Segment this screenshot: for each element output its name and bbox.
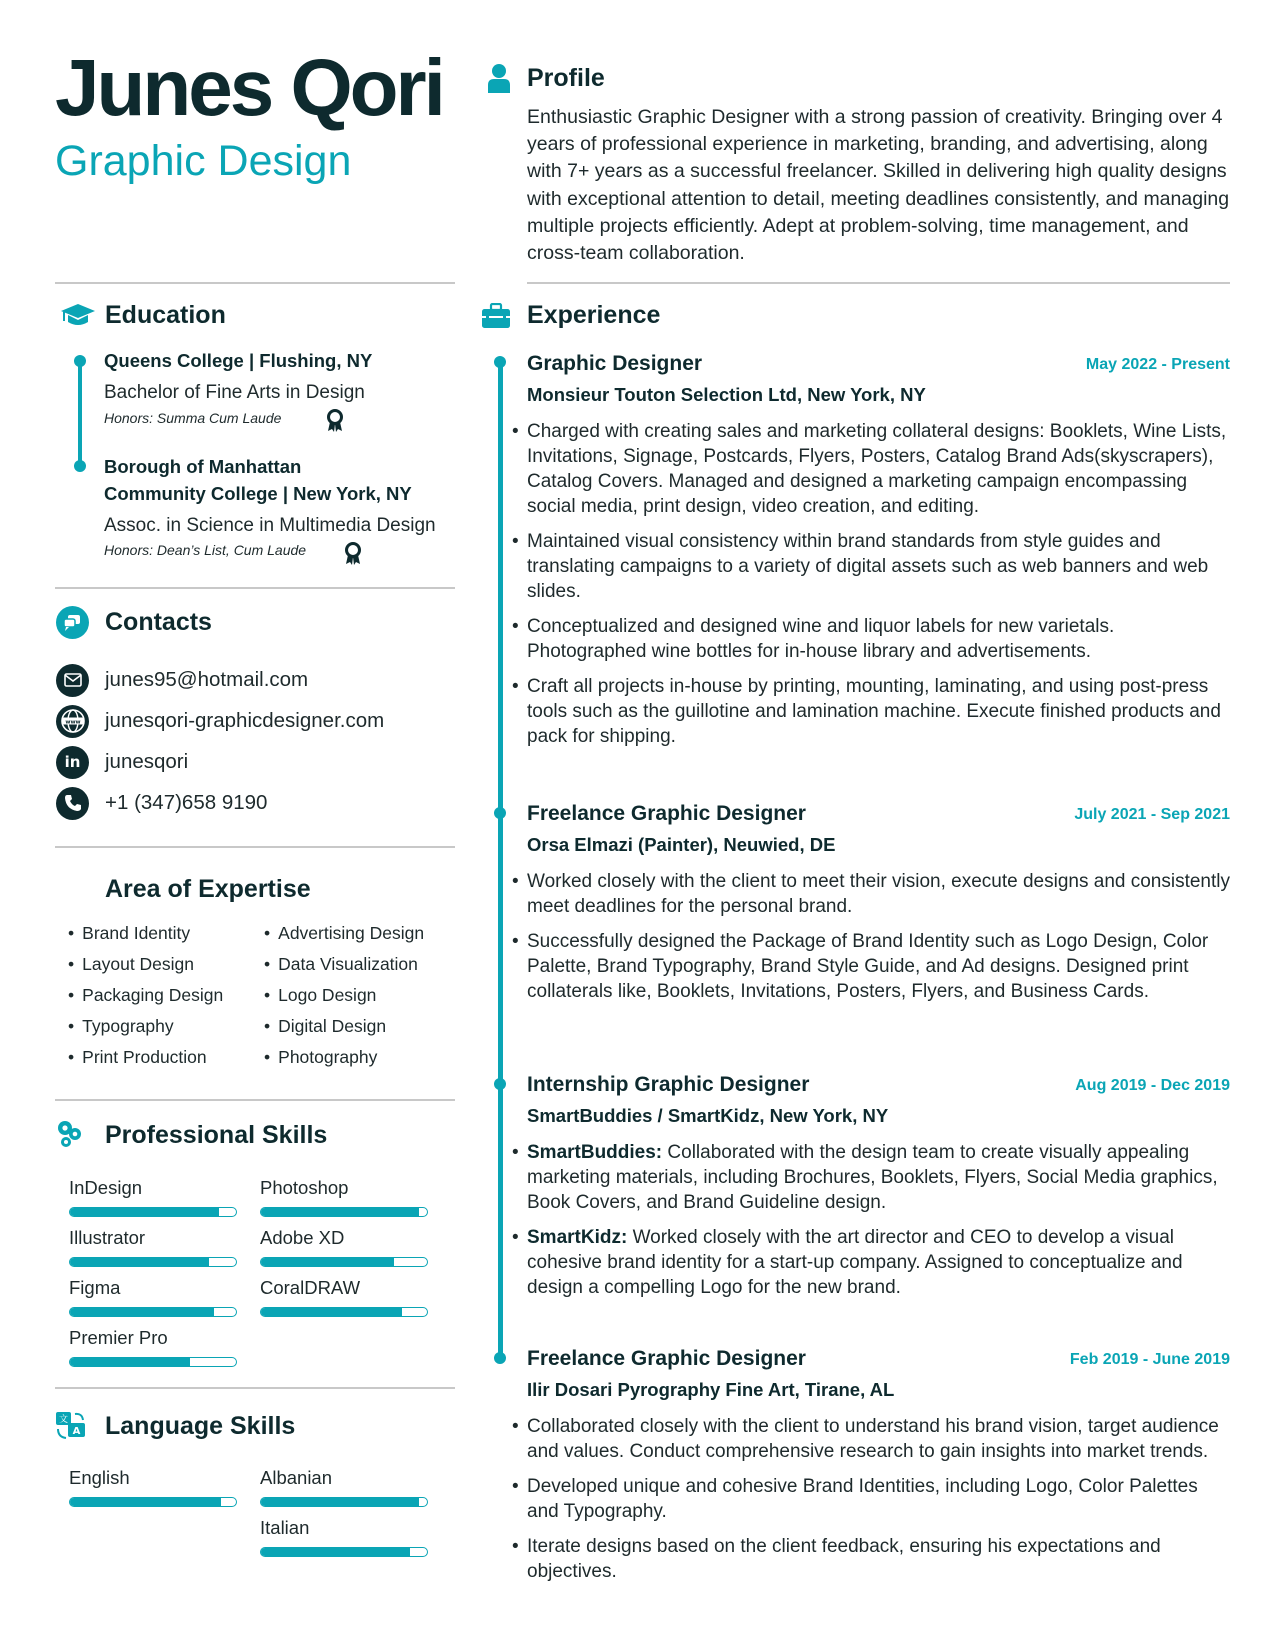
skill-level-fill bbox=[70, 1498, 221, 1506]
svg-text:www: www bbox=[64, 719, 81, 726]
timeline-dot bbox=[494, 1352, 506, 1364]
divider bbox=[55, 587, 455, 589]
translate-icon bbox=[55, 1410, 87, 1442]
job-title: Freelance Graphic Designer bbox=[527, 802, 806, 825]
job-company: Orsa Elmazi (Painter), Neuwied, DE bbox=[527, 834, 836, 855]
expertise-item: • Logo Design bbox=[264, 987, 376, 1005]
profile-summary: Enthusiastic Graphic Designer with a strong passion of creativity. Bringing over 4 years of professional experience in marketing, branding, and advertising, along with 7+ years as a successful freelancer. Skilled in delivering high quality designs with exceptional attention to detail, meeting deadlines consistently, and managing multiple projects efficiently. Adept at problem-solving, time management, and cross-team collaboration. bbox=[527, 106, 1230, 265]
expertise-item: • Advertising Design bbox=[264, 925, 424, 943]
gears-icon bbox=[55, 1119, 85, 1149]
expertise-item: • Data Visualization bbox=[264, 956, 418, 974]
education-school: Community College | New York, NY bbox=[104, 483, 412, 504]
education-degree: Assoc. in Science in Multimedia Design bbox=[104, 515, 436, 536]
job-date: July 2021 - Sep 2021 bbox=[1074, 806, 1230, 823]
phone-icon bbox=[56, 787, 89, 820]
bullet-text: Maintained visual consistency within brand standards from style guides and translating campaigns to a variety of digital assets such as web banners and web slides. bbox=[527, 531, 1209, 602]
skill-level-fill bbox=[261, 1548, 410, 1556]
globe-www-icon bbox=[56, 705, 89, 738]
divider bbox=[55, 282, 455, 284]
language-skills-heading: Language Skills bbox=[105, 1412, 296, 1440]
job-date: Feb 2019 - June 2019 bbox=[1069, 1351, 1230, 1368]
timeline-dot bbox=[74, 355, 86, 367]
profile-heading: Profile bbox=[527, 64, 605, 92]
job-bullet bbox=[512, 419, 1230, 519]
contact-email[interactable] bbox=[56, 663, 308, 697]
skill-level-bar bbox=[260, 1307, 428, 1317]
skill-level-bar bbox=[260, 1547, 428, 1557]
linkedin-icon: in bbox=[56, 746, 89, 779]
expertise-item: • Digital Design bbox=[264, 1018, 386, 1036]
bullet-text: Conceptualized and designed wine and liquor labels for new varietals. Photographed wine bottles for in-house library and advertisements. bbox=[527, 616, 1115, 662]
svg-text:文: 文 bbox=[58, 1415, 69, 1425]
expertise-item: • Layout Design bbox=[68, 956, 194, 974]
award-ribbon-icon bbox=[326, 409, 344, 438]
job-company: Monsieur Touton Selection Ltd, New York, NY bbox=[527, 384, 926, 405]
bullet-text: Charged with creating sales and marketing collateral designs: Booklets, Wine Lists, Invitations, Signage, Postcards, Flyers, Posters, Catalog Brand Ads(skyscrapers), Catalog Covers. Managed and designed a marketing campaign encompassing social media, print design, video creation, and editing. bbox=[527, 421, 1227, 517]
contact-website[interactable] bbox=[56, 704, 384, 738]
job-bullet bbox=[512, 929, 1230, 1004]
skill-level-bar bbox=[69, 1207, 237, 1217]
job-bullets bbox=[512, 419, 1230, 759]
contact-linkedin[interactable] bbox=[56, 745, 188, 779]
job-bullet bbox=[512, 529, 1230, 604]
education-timeline bbox=[78, 356, 82, 466]
skill-name: Albanian bbox=[260, 1467, 333, 1488]
job-date: Aug 2019 - Dec 2019 bbox=[1075, 1077, 1230, 1094]
experience-heading: Experience bbox=[527, 301, 661, 329]
chat-bubbles-icon bbox=[56, 606, 89, 639]
job-bullets bbox=[512, 1414, 1230, 1594]
job-company: SmartBuddies / SmartKidz, New York, NY bbox=[527, 1105, 889, 1126]
skill-level-fill bbox=[70, 1208, 219, 1216]
education-school: Queens College | Flushing, NY bbox=[104, 350, 373, 371]
award-ribbon-icon bbox=[344, 542, 362, 571]
timeline-dot bbox=[74, 460, 86, 472]
skill-level-bar bbox=[260, 1207, 428, 1217]
contacts-heading: Contacts bbox=[105, 608, 212, 636]
contact-email-text: junes95@hotmail.com bbox=[105, 668, 309, 691]
expertise-item: • Packaging Design bbox=[68, 987, 223, 1005]
contact-phone[interactable] bbox=[56, 786, 267, 820]
skill-name: English bbox=[69, 1467, 130, 1488]
bullet-text: Worked closely with the client to meet their vision, execute designs and consistently meet deadlines for the personal brand. bbox=[527, 871, 1230, 917]
skill-level-fill bbox=[261, 1498, 419, 1506]
bullet-lead: SmartBuddies: bbox=[527, 1142, 663, 1163]
skill-level-fill bbox=[261, 1208, 419, 1216]
skill-level-fill bbox=[261, 1258, 394, 1266]
contact-website-text: junesqori-graphicdesigner.com bbox=[105, 709, 385, 732]
education-heading: Education bbox=[105, 301, 226, 329]
svg-text:A: A bbox=[72, 1426, 81, 1437]
education-honors: Honors: Summa Cum Laude bbox=[104, 410, 282, 426]
user-icon bbox=[487, 63, 511, 93]
education-honors: Honors: Dean’s List, Cum Laude bbox=[104, 542, 307, 558]
professional-skills-heading: Professional Skills bbox=[105, 1121, 328, 1149]
divider bbox=[55, 1099, 455, 1101]
bullet-lead: SmartKidz: bbox=[527, 1227, 628, 1248]
skill-name: Italian bbox=[260, 1517, 310, 1538]
education-degree: Bachelor of Fine Arts in Design bbox=[104, 382, 365, 403]
bullet-text: Collaborated closely with the client to understand his brand vision, target audience and values. Conduct comprehensive research to gain insights into market trends. bbox=[527, 1416, 1219, 1462]
skill-name: Adobe XD bbox=[260, 1227, 345, 1248]
skill-level-fill bbox=[261, 1308, 402, 1316]
skill-name: Illustrator bbox=[69, 1227, 146, 1248]
skill-name: Photoshop bbox=[260, 1177, 349, 1198]
skill-name: Figma bbox=[69, 1277, 121, 1298]
contact-linkedin-text: junesqori bbox=[105, 750, 189, 773]
job-bullet bbox=[512, 1474, 1230, 1524]
expertise-item: • Photography bbox=[264, 1049, 377, 1067]
contact-phone-text: +1 (347)658 9190 bbox=[105, 791, 268, 814]
job-bullet bbox=[512, 674, 1230, 749]
job-title: Freelance Graphic Designer bbox=[527, 1347, 806, 1370]
candidate-name: Junes Qori bbox=[55, 43, 443, 132]
job-bullet bbox=[512, 1140, 1230, 1215]
skill-level-bar bbox=[69, 1307, 237, 1317]
divider bbox=[55, 1387, 455, 1389]
job-bullet bbox=[512, 869, 1230, 919]
skill-name: InDesign bbox=[69, 1177, 143, 1198]
bullet-text: Successfully designed the Package of Brand Identity such as Logo Design, Color Palette, Brand Typography, Brand Style Guide, and Ad designs. Designed print collaterals like, Booklets, Invitations, Posters, Flyers, and Business Cards. bbox=[527, 931, 1209, 1002]
skill-level-fill bbox=[70, 1258, 209, 1266]
job-bullets bbox=[512, 869, 1230, 1014]
candidate-title: Graphic Design bbox=[55, 137, 352, 185]
experience-timeline bbox=[498, 358, 503, 1358]
job-bullets bbox=[512, 1140, 1230, 1310]
job-bullet bbox=[512, 1534, 1230, 1584]
job-bullet bbox=[512, 1225, 1230, 1300]
job-bullet bbox=[512, 614, 1230, 664]
skill-level-bar bbox=[260, 1497, 428, 1507]
skill-level-bar bbox=[69, 1357, 237, 1367]
education-school: Borough of Manhattan bbox=[104, 456, 302, 477]
divider bbox=[55, 846, 455, 848]
skill-level-bar bbox=[260, 1257, 428, 1267]
expertise-item: • Brand Identity bbox=[68, 925, 190, 943]
bullet-text: Craft all projects in-house by printing, mounting, laminating, and using post-press tools such as the guillotine and lamination machine. Execute finished products and pack for shipping. bbox=[527, 676, 1221, 747]
bullet-text: Worked closely with the art director and CEO to develop a visual cohesive brand identity for a start-up company. Assigned to conceptualize and design a compelling Logo for the new brand. bbox=[527, 1227, 1183, 1298]
skill-level-bar bbox=[69, 1497, 237, 1507]
envelope-icon bbox=[56, 664, 89, 697]
timeline-dot bbox=[494, 356, 506, 368]
bullet-text: Iterate designs based on the client feedback, ensuring his expectations and objectives. bbox=[527, 1536, 1161, 1582]
job-title: Internship Graphic Designer bbox=[527, 1073, 810, 1096]
expertise-item: • Print Production bbox=[68, 1049, 207, 1067]
job-bullet bbox=[512, 1414, 1230, 1464]
job-company: Ilir Dosari Pyrography Fine Art, Tirane, AL bbox=[527, 1379, 895, 1400]
skill-name: Premier Pro bbox=[69, 1327, 168, 1348]
skill-level-bar bbox=[69, 1257, 237, 1267]
bullet-text: Collaborated with the design team to create visually appealing marketing materials, including Brochures, Booklets, Flyers, Social Media graphics, Book Covers, and Brand Guideline design. bbox=[527, 1142, 1218, 1213]
divider bbox=[527, 282, 1230, 284]
expertise-item: • Typography bbox=[68, 1018, 174, 1036]
job-title: Graphic Designer bbox=[527, 352, 703, 375]
timeline-dot bbox=[494, 807, 506, 819]
expertise-heading: Area of Expertise bbox=[105, 875, 311, 903]
skill-level-fill bbox=[70, 1308, 214, 1316]
job-date: May 2022 - Present bbox=[1085, 356, 1230, 373]
skill-name: CoralDRAW bbox=[260, 1277, 361, 1298]
bullet-text: Developed unique and cohesive Brand Identities, including Logo, Color Palettes and Typography. bbox=[527, 1476, 1198, 1522]
graduation-cap-icon bbox=[60, 303, 96, 327]
timeline-dot bbox=[494, 1078, 506, 1090]
skill-level-fill bbox=[70, 1358, 190, 1366]
briefcase-icon bbox=[481, 303, 511, 329]
